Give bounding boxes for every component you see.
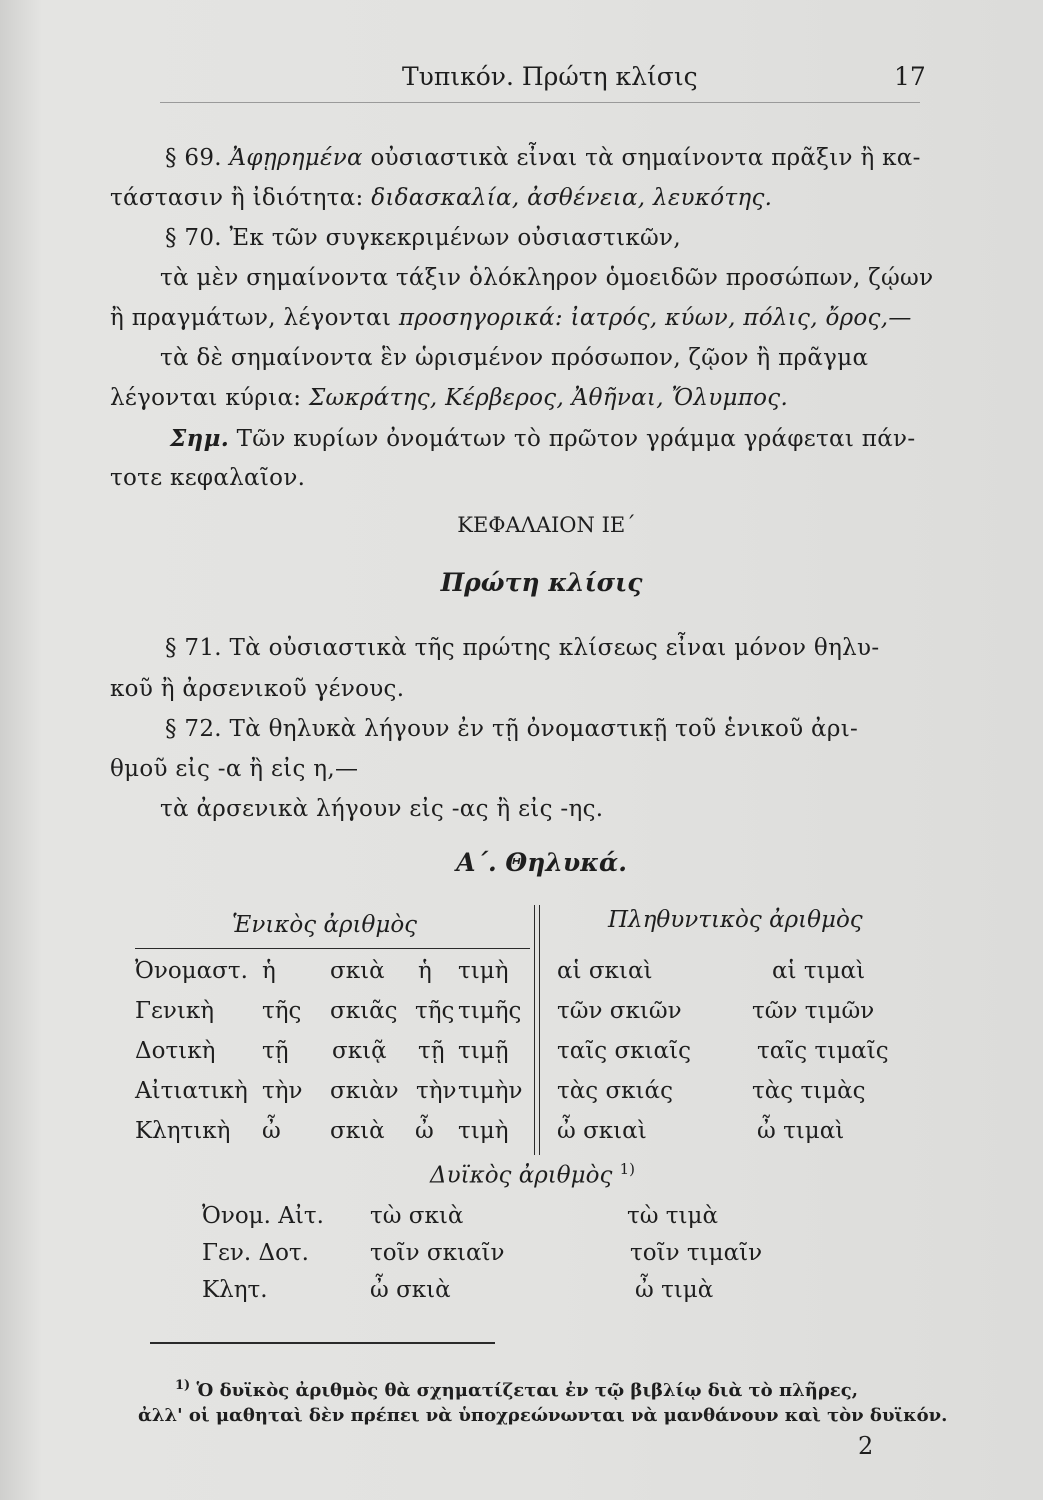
noun-singular-2: τιμῇ bbox=[458, 1038, 509, 1064]
paragraph-71-line-2: κοῦ ἢ ἀρσενικοῦ γένους. bbox=[110, 676, 405, 702]
dual-header bbox=[430, 1160, 635, 1189]
footnote-line-2: ἀλλ' οἱ μαθηταὶ δὲν πρέπει νὰ ὑποχρεώνωνται νὰ μανθάνουν καὶ τὸν δυϊκόν. bbox=[138, 1405, 948, 1426]
article-singular-1: ἡ bbox=[262, 958, 276, 984]
section-a-heading: Α΄. Θηλυκά. bbox=[456, 848, 627, 877]
noun-singular-2: τιμὴν bbox=[458, 1078, 523, 1104]
paragraph-70-common-nouns: προσηγορικά: ἰατρός, κύων, πόλις, ὄρος,— bbox=[398, 305, 912, 331]
paragraph-72-line-2: θμοῦ εἰς -α ἢ εἰς η,— bbox=[110, 756, 359, 782]
dual-form-2: τὼ τιμὰ bbox=[627, 1203, 719, 1229]
singular-header: Ἑνικὸς ἀριθμὸς bbox=[232, 912, 418, 938]
noun-singular-1: σκιᾷ bbox=[332, 1038, 387, 1064]
paragraph-70-line-5 bbox=[110, 385, 788, 411]
chapter-subtitle: Πρώτη κλίσις bbox=[440, 568, 643, 597]
dual-footnote-marker: 1) bbox=[619, 1160, 636, 1178]
article-singular-2: τῆς bbox=[415, 998, 455, 1024]
paragraph-72-line-1: § 72. Τὰ θηλυκὰ λήγουν ἐν τῇ ὀνομαστικῇ τοῦ ἑνικοῦ ἀρι- bbox=[165, 716, 859, 742]
article-singular-2: ἡ bbox=[418, 958, 432, 984]
plural-form-2: τὰς τιμὰς bbox=[752, 1078, 866, 1104]
paragraph-69-number: § 69. bbox=[165, 145, 222, 171]
table-row bbox=[0, 1078, 1043, 1114]
paragraph-71-line-1: § 71. Τὰ οὐσιαστικὰ τῆς πρώτης κλίσεως εἶναι μόνον θηλυ- bbox=[165, 635, 880, 661]
article-singular-1: τῆς bbox=[262, 998, 302, 1024]
noun-singular-2: τιμὴ bbox=[458, 958, 509, 984]
table-header-rule bbox=[135, 948, 530, 949]
dual-case-label: Κλητ. bbox=[202, 1277, 268, 1303]
paragraph-69-line-2 bbox=[110, 185, 772, 211]
noun-singular-1: σκιὰ bbox=[330, 1118, 385, 1144]
footnote-line-1 bbox=[175, 1378, 858, 1401]
dual-row bbox=[0, 1277, 1043, 1313]
paragraph-70-line-2: τὰ μὲν σημαίνοντα τάξιν ὁλόκληρον ὁμοειδῶν προσώπων, ζῴων bbox=[160, 265, 934, 291]
dual-case-label: Ὀνομ. Αἰτ. bbox=[202, 1203, 324, 1229]
dual-form-2: τοῖν τιμαῖν bbox=[630, 1240, 763, 1266]
plural-form-1: τὰς σκιάς bbox=[557, 1078, 673, 1104]
table-row bbox=[0, 958, 1043, 994]
note-line-2: τοτε κεφαλαῖον. bbox=[110, 465, 306, 491]
table-row bbox=[0, 1118, 1043, 1154]
note-line-1 bbox=[170, 425, 915, 452]
note-text: Τῶν κυρίων ὀνομάτων τὸ πρῶτον γράμμα γράφεται πάν- bbox=[236, 426, 916, 452]
paragraph-70-line-4: τὰ δὲ σημαίνοντα ἓν ὡρισμένον πρόσωπον, ζῷον ἢ πρᾶγμα bbox=[160, 345, 869, 371]
article-singular-2: ὦ bbox=[415, 1118, 434, 1144]
paragraph-70-line-1: § 70. Ἐκ τῶν συγκεκριμένων οὐσιαστικῶν, bbox=[165, 225, 681, 251]
dual-form-1: τὼ σκιὰ bbox=[370, 1203, 464, 1229]
case-label: Κλητικὴ bbox=[135, 1118, 231, 1144]
noun-singular-1: σκιᾶς bbox=[330, 998, 398, 1024]
article-singular-1: τὴν bbox=[262, 1078, 303, 1104]
paragraph-69-examples: διδασκαλία, ἀσθένεια, λευκότης. bbox=[371, 185, 773, 211]
case-label: Αἰτιατικὴ bbox=[135, 1078, 248, 1104]
noun-singular-1: σκιὰ bbox=[330, 958, 385, 984]
noun-singular-2: τιμὴ bbox=[458, 1118, 509, 1144]
dual-case-label: Γεν. Δοτ. bbox=[202, 1240, 309, 1266]
noun-singular-2: τιμῆς bbox=[458, 998, 522, 1024]
article-singular-1: ὦ bbox=[262, 1118, 281, 1144]
dual-row bbox=[0, 1203, 1043, 1239]
footnote-marker: 1) bbox=[175, 1378, 191, 1393]
case-label: Γενικὴ bbox=[135, 998, 215, 1024]
table-row bbox=[0, 998, 1043, 1034]
plural-form-2: τῶν τιμῶν bbox=[752, 998, 875, 1024]
plural-header: Πληθυντικὸς ἀριθμὸς bbox=[608, 907, 863, 933]
plural-form-1: τῶν σκιῶν bbox=[557, 998, 682, 1024]
case-label: Δοτικὴ bbox=[135, 1038, 216, 1064]
footnote-separator bbox=[150, 1342, 495, 1344]
article-singular-2: τῇ bbox=[418, 1038, 445, 1064]
paragraph-69-line-2-text: τάστασιν ἢ ἰδιότητα: bbox=[110, 185, 364, 211]
plural-form-2: ταῖς τιμαῖς bbox=[757, 1038, 889, 1064]
plural-form-1: αἱ σκιαὶ bbox=[557, 958, 653, 984]
plural-form-1: ὦ σκιαὶ bbox=[557, 1118, 647, 1144]
paragraph-70-proper-nouns: Σωκράτης, Κέρβερος, Ἀθῆναι, Ὄλυμπος. bbox=[308, 385, 789, 411]
table-row bbox=[0, 1038, 1043, 1074]
dual-row bbox=[0, 1240, 1043, 1276]
paragraph-70-line-5-text: λέγονται κύρια: bbox=[110, 385, 302, 411]
noun-singular-1: σκιὰν bbox=[330, 1078, 399, 1104]
footnote-text-1: Ὁ δυϊκὸς ἀριθμὸς θὰ σχηματίζεται ἐν τῷ βιβλίῳ διὰ τὸ πλῆρες, bbox=[196, 1380, 858, 1401]
paragraph-72-line-3: τὰ ἀρσενικὰ λήγουν εἰς -ας ἢ εἰς -ης. bbox=[160, 796, 604, 822]
article-singular-1: τῇ bbox=[262, 1038, 289, 1064]
dual-form-1: τοῖν σκιαῖν bbox=[370, 1240, 505, 1266]
paragraph-70-line-3-text: ἢ πραγμάτων, λέγονται bbox=[110, 305, 392, 331]
page-number: 17 bbox=[894, 62, 926, 91]
running-title: Τυπικόν. Πρώτη κλίσις bbox=[402, 62, 698, 91]
plural-form-1: ταῖς σκιαῖς bbox=[557, 1038, 691, 1064]
header-rule bbox=[160, 102, 920, 103]
plural-form-2: ὦ τιμαὶ bbox=[757, 1118, 845, 1144]
dual-form-2: ὦ τιμὰ bbox=[635, 1277, 714, 1303]
case-label: Ὀνομαστ. bbox=[135, 958, 248, 984]
dual-form-1: ὦ σκιὰ bbox=[370, 1277, 451, 1303]
plural-form-2: αἱ τιμαὶ bbox=[772, 958, 866, 984]
signature-mark: 2 bbox=[858, 1432, 874, 1460]
paragraph-69-term: Ἀφῃρημένα bbox=[229, 145, 363, 171]
paragraph-69-line-1 bbox=[165, 145, 921, 171]
article-singular-2: τὴν bbox=[416, 1078, 457, 1104]
paragraph-69-text: οὐσιαστικὰ εἶναι τὰ σημαίνοντα πρᾶξιν ἢ κα- bbox=[370, 145, 921, 171]
paragraph-70-line-3 bbox=[110, 305, 912, 331]
dual-header-text: Δυϊκὸς ἀριθμὸς bbox=[430, 1162, 613, 1189]
note-label: Σημ. bbox=[170, 425, 230, 452]
chapter-heading: ΚΕΦΑΛΑΙΟΝ ΙΕ΄ bbox=[457, 513, 636, 537]
